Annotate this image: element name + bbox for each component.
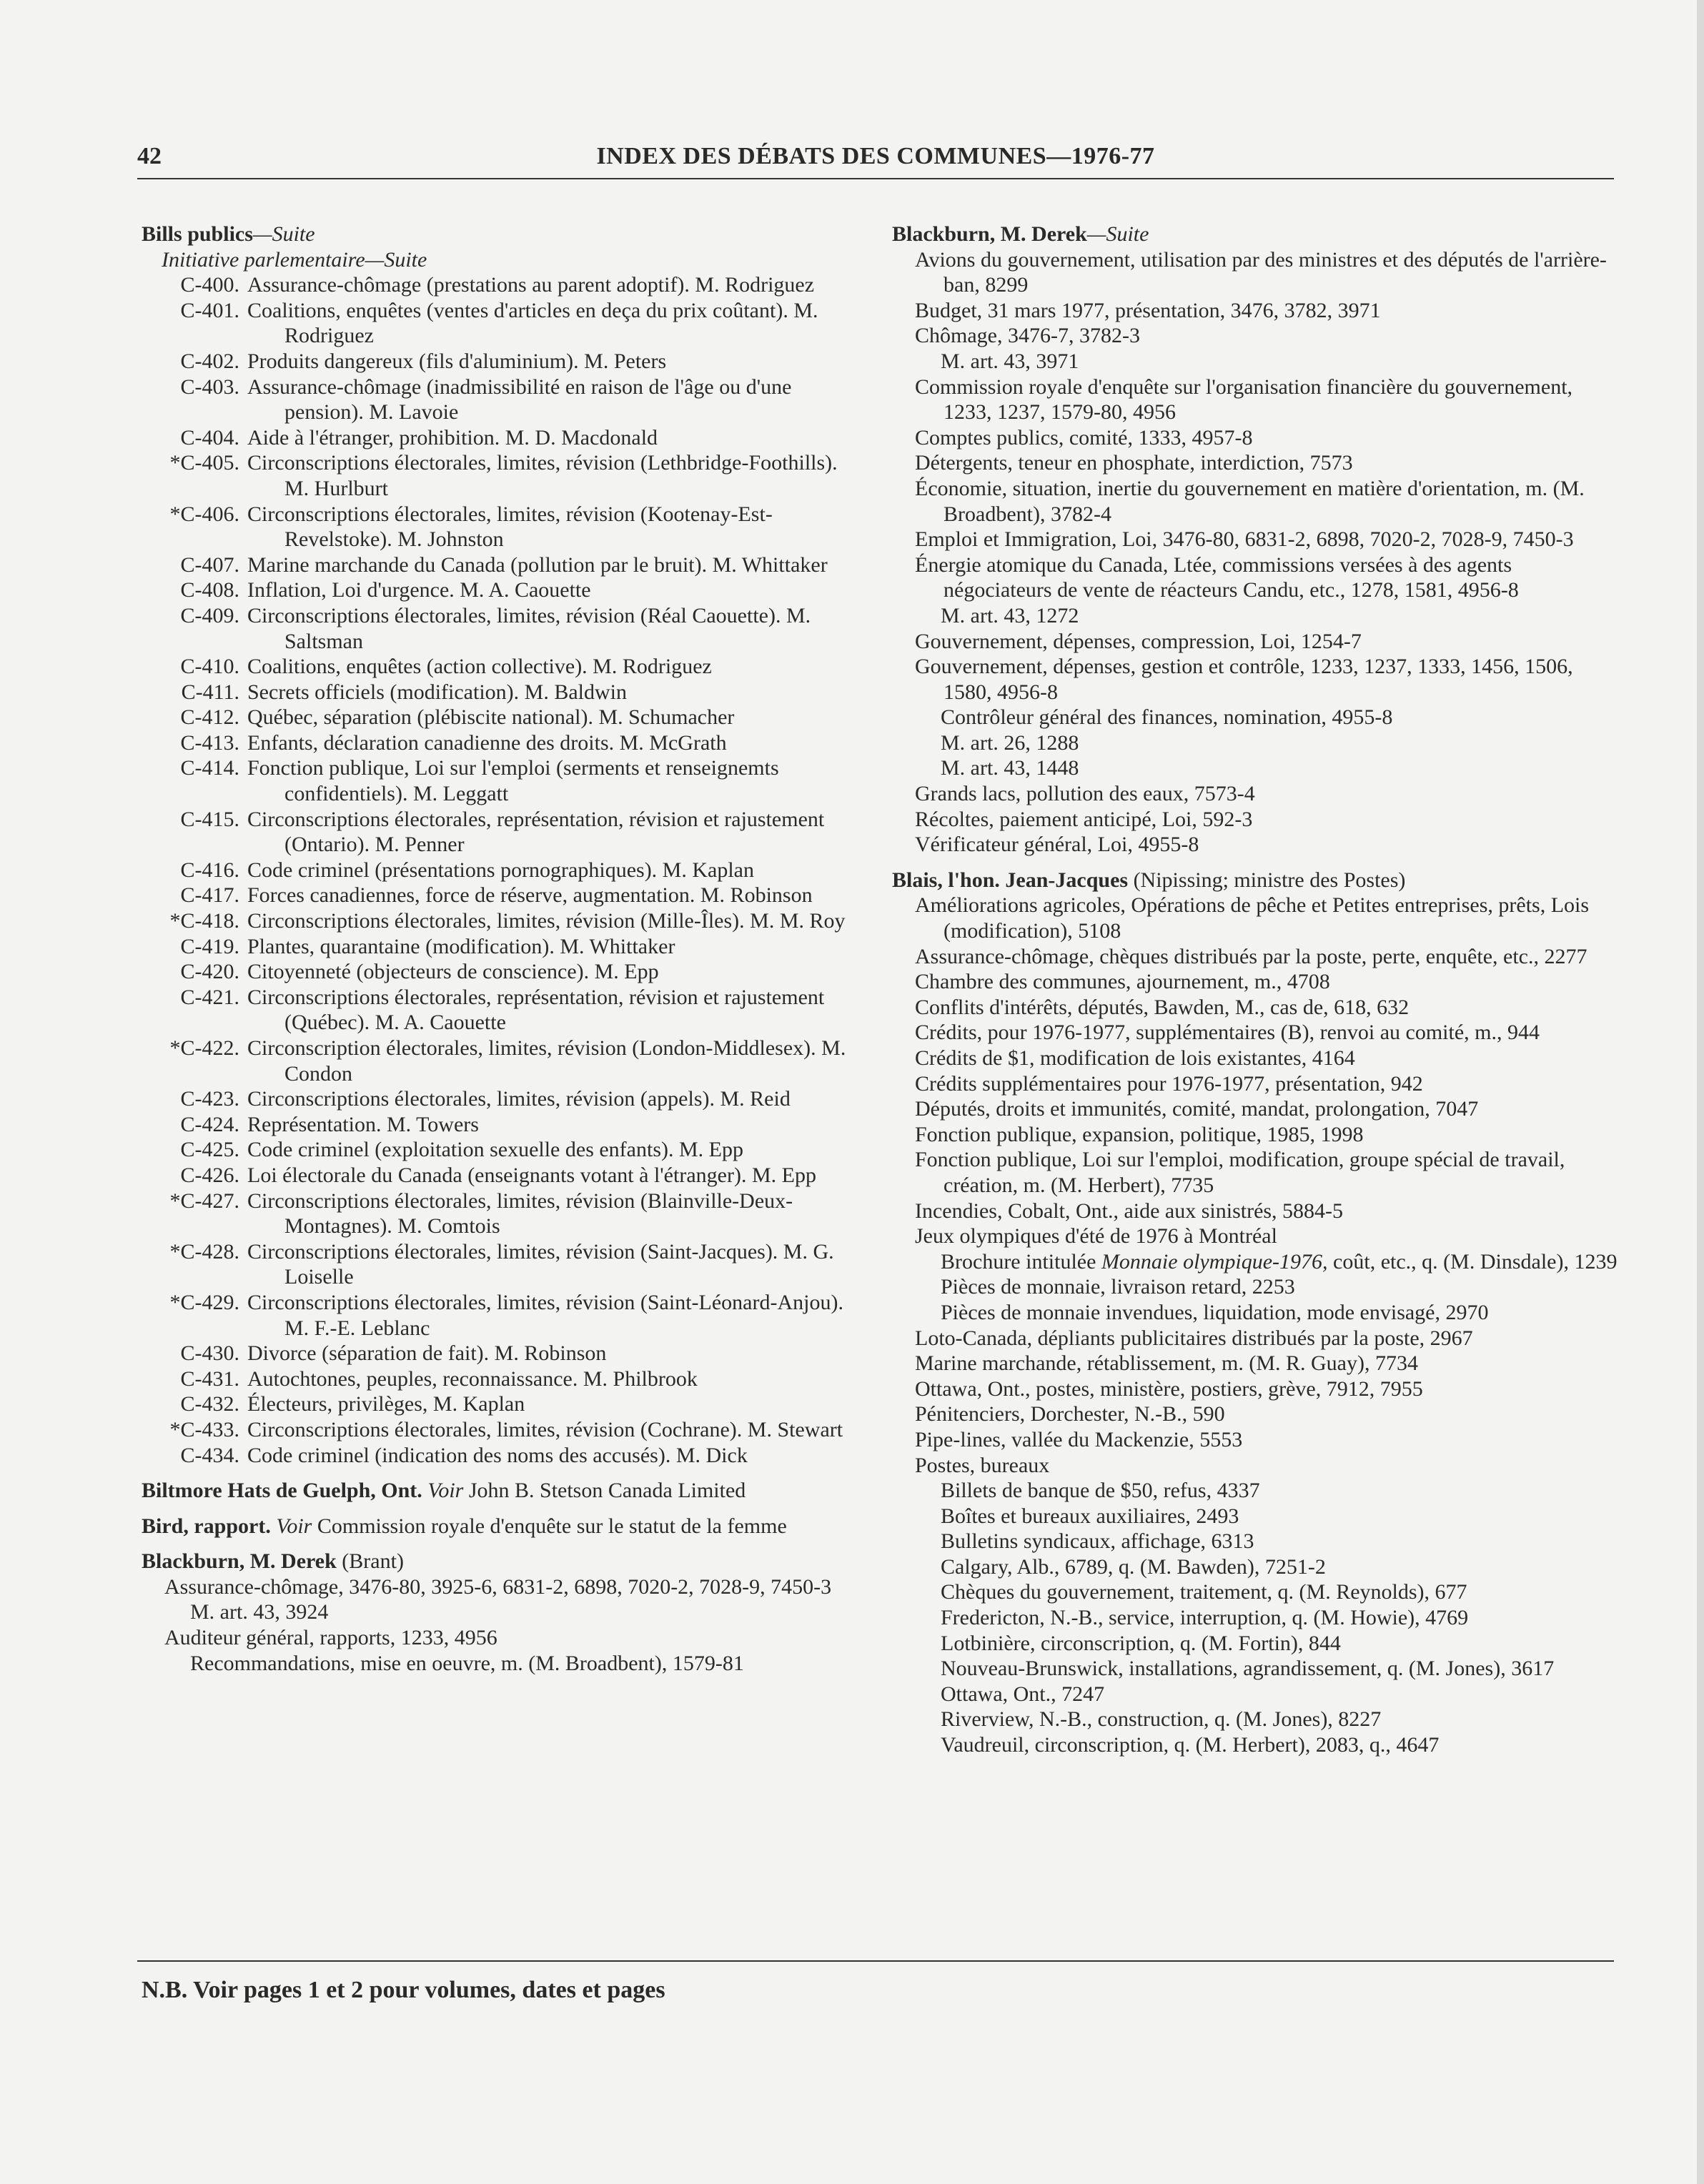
blackburn-continued-section: [892, 222, 1621, 858]
bill-number: C-425.: [180, 1138, 239, 1162]
entry-text: Bulletins syndicaux, affichage, 6313: [941, 1529, 1254, 1554]
page-title: INDEX DES DÉBATS DES COMMUNES—1976-77: [596, 143, 1155, 169]
bill-title: Enfants, déclaration canadienne des droits. M. McGrath: [247, 730, 727, 755]
blackburn-suite: —Suite: [1086, 222, 1149, 246]
bill-number: C-419.: [180, 934, 239, 958]
biltmore-heading: Biltmore Hats de Guelph, Ont.: [142, 1479, 422, 1503]
bill-title: Circonscriptions électorales, limites, révision (Réal Caouette). M. Saltsman: [247, 603, 811, 653]
entry-text: Vérificateur général, Loi, 4955-8: [915, 833, 1199, 857]
entry-text: Brochure intitulée: [941, 1249, 1096, 1274]
bill-entry: [142, 807, 856, 858]
bill-entry: [142, 654, 856, 680]
index-subsubentry: [892, 1504, 1621, 1529]
bills-subheading: Initiative parlementaire—Suite: [162, 247, 427, 272]
index-subentry: [892, 1122, 1621, 1148]
entry-text: Auditeur général, rapports, 1233, 4956: [164, 1626, 497, 1650]
bill-entry: [142, 425, 856, 451]
entry-text: Comptes publics, comité, 1333, 4957-8: [915, 425, 1253, 450]
bills-suite: —Suite: [252, 222, 315, 246]
page-number: 42: [137, 143, 162, 169]
index-subentry: [892, 552, 1621, 603]
bill-entry: [142, 730, 856, 756]
right-column: [892, 222, 1621, 1758]
entry-text: Incendies, Cobalt, Ont., aide aux sinistrés, 5884-5: [915, 1198, 1344, 1223]
index-subsubentry: [892, 1300, 1621, 1326]
bill-entry: [142, 1188, 856, 1239]
index-subentry: [892, 476, 1621, 527]
bill-number: C-415.: [180, 807, 239, 831]
bill-number: C-416.: [180, 858, 239, 882]
index-subsubentry: [892, 349, 1621, 374]
bill-entry: [142, 1239, 856, 1290]
bill-title: Québec, séparation (plébiscite national). M. Schumacher: [247, 705, 735, 730]
bills-heading: Bills publics: [142, 222, 253, 246]
entry-text: Jeux olympiques d'été de 1976 à Montréal: [915, 1224, 1277, 1249]
bill-title: Circonscriptions électorales, représentation, révision et rajustement (Ontario). M. Penner: [247, 807, 825, 857]
bill-entry: [142, 272, 856, 298]
bill-entry: [142, 349, 856, 374]
entry-text: M. art. 26, 1288: [941, 730, 1079, 755]
index-subentry: [892, 1376, 1621, 1402]
entry-text: Conflits d'intérêts, députés, Bawden, M., cas de, 618, 632: [915, 995, 1410, 1019]
bill-title: Inflation, Loi d'urgence. M. A. Caouette: [247, 578, 591, 602]
index-subsubentry: [892, 1249, 1621, 1275]
bill-entry: [142, 374, 856, 425]
entry-text: Pièces de monnaie, livraison retard, 2253: [941, 1275, 1295, 1299]
bill-entry: [142, 1137, 856, 1163]
index-subentry: [892, 450, 1621, 476]
bill-entry: [142, 985, 856, 1036]
bill-number: C-412.: [180, 705, 239, 730]
index-subentry: [892, 247, 1621, 298]
bill-title: Code criminel (indication des noms des accusés). M. Dick: [247, 1443, 748, 1467]
bill-entry: [142, 1086, 856, 1112]
index-subsubentry: [892, 1478, 1621, 1504]
entry-text: Crédits de $1, modification de lois existantes, 4164: [915, 1046, 1355, 1070]
index-subentry: [892, 298, 1621, 324]
bill-number: C-404.: [180, 425, 239, 450]
header-rule: [137, 178, 1614, 179]
bill-entry: [142, 502, 856, 552]
index-subentry: [892, 1351, 1621, 1376]
entry-text: Ottawa, Ont., postes, ministère, postiers, grève, 7912, 7955: [915, 1376, 1423, 1401]
entry-text: Pipe-lines, vallée du Mackenzie, 5553: [915, 1427, 1243, 1451]
bill-title: Électeurs, privilèges, M. Kaplan: [247, 1392, 525, 1416]
biltmore-reference: John B. Stetson Canada Limited: [468, 1479, 746, 1503]
bill-number: *C-429.: [169, 1290, 239, 1314]
bill-title: Coalitions, enquêtes (action collective). M. Rodriguez: [247, 655, 712, 679]
bill-number: C-431.: [180, 1366, 239, 1391]
bill-title: Loi électorale du Canada (enseignants votant à l'étranger). M. Epp: [247, 1163, 816, 1187]
bird-heading: Bird, rapport.: [142, 1514, 271, 1538]
entry-text: Pièces de monnaie invendues, liquidation, mode envisagé, 2970: [941, 1300, 1489, 1324]
entry-text: Contrôleur général des finances, nomination, 4955-8: [941, 705, 1393, 730]
index-subentry: [142, 1574, 856, 1600]
index-subentry: [892, 425, 1621, 451]
entry-text: Budget, 31 mars 1977, présentation, 3476, 3782, 3971: [915, 298, 1381, 322]
bill-title: Circonscriptions électorales, limites, révision (Cochrane). M. Stewart: [247, 1417, 843, 1441]
index-subentry: [892, 629, 1621, 655]
bird-entry: [142, 1514, 856, 1539]
bill-number: *C-433.: [169, 1417, 239, 1441]
bill-title: Circonscriptions électorales, limites, révision (appels). M. Reid: [247, 1087, 791, 1111]
bill-entry: [142, 858, 856, 883]
index-subentry: [892, 1401, 1621, 1427]
entry-text: Lotbinière, circonscription, q. (M. Fortin), 844: [941, 1631, 1341, 1655]
entry-text: M. art. 43, 3924: [190, 1600, 329, 1624]
bill-number: C-424.: [180, 1112, 239, 1136]
index-subsubentry: [892, 1732, 1621, 1758]
entry-text: Fonction publique, expansion, politique, 1985, 1998: [915, 1122, 1364, 1146]
bill-title: Circonscriptions électorales, limites, révision (Mille-Îles). M. M. Roy: [247, 909, 846, 933]
bill-entry: [142, 1163, 856, 1188]
bill-entry: [142, 552, 856, 578]
index-subentry: [892, 1046, 1621, 1071]
entry-text: Pénitenciers, Dorchester, N.-B., 590: [915, 1402, 1225, 1426]
page-edge: [1697, 0, 1704, 2184]
index-subentry: [892, 1020, 1621, 1046]
entry-text: Emploi et Immigration, Loi, 3476-80, 6831-2, 6898, 7020-2, 7028-9, 7450-3: [915, 527, 1574, 552]
bill-title: Circonscriptions électorales, limites, révision (Blainville-Deux-Montagnes). M. Comtois: [247, 1188, 793, 1239]
bill-entry: [142, 934, 856, 960]
bill-entry: [142, 1112, 856, 1138]
index-subsubentry: [892, 755, 1621, 781]
bill-number: C-403.: [180, 374, 239, 399]
entry-text: Recommandations, mise en oeuvre, m. (M. Broadbent), 1579-81: [190, 1651, 744, 1675]
bill-number: C-420.: [180, 960, 239, 984]
bill-number: C-421.: [180, 985, 239, 1009]
entry-italic-title: Monnaie olympique-1976,: [1101, 1249, 1328, 1274]
index-subentry: [892, 323, 1621, 349]
bird-reference: Commission royale d'enquête sur le statut de la femme: [317, 1514, 787, 1538]
bill-title: Représentation. M. Towers: [247, 1112, 479, 1136]
entry-text: Fonction publique, Loi sur l'emploi, modification, groupe spécial de travail, création, m. (M. Herbert), 7735: [915, 1148, 1565, 1197]
bill-number: C-401.: [180, 298, 239, 322]
bill-number: *C-406.: [169, 502, 239, 526]
index-subsubentry: [892, 603, 1621, 629]
bill-title: Coalitions, enquêtes (ventes d'articles en deça du prix coûtant). M. Rodriguez: [247, 298, 818, 348]
bill-number: C-410.: [180, 655, 239, 679]
bill-number: C-402.: [180, 349, 239, 373]
index-subentry: [892, 1223, 1621, 1249]
bill-number: C-434.: [180, 1443, 239, 1467]
page-header: [137, 143, 1614, 179]
entry-text: Énergie atomique du Canada, Ltée, commissions versées à des agents négociateurs de vente de réacteurs Candu, etc., 1278, 1581, 4956-8: [915, 552, 1519, 602]
index-subentry: [892, 995, 1621, 1021]
index-subentry: [892, 1147, 1621, 1198]
bill-entry: [142, 908, 856, 934]
bill-entry: [142, 1290, 856, 1341]
bill-title: Circonscriptions électorales, limites, révision (Lethbridge-Foothills). M. Hurlburt: [247, 451, 838, 500]
bill-number: *C-418.: [169, 909, 239, 933]
bill-number: C-409.: [180, 603, 239, 627]
entry-text: Crédits supplémentaires pour 1976-1977, présentation, 942: [915, 1071, 1423, 1096]
left-column: [142, 222, 856, 1676]
index-subentry: [892, 832, 1621, 858]
entry-text: Riverview, N.-B., construction, q. (M. Jones), 8227: [941, 1707, 1382, 1732]
entry-text: Économie, situation, inertie du gouvernement en matière d'orientation, m. (M. Broadbent), 3782-4: [915, 476, 1585, 526]
bill-number: C-432.: [180, 1392, 239, 1416]
entry-text: Grands lacs, pollution des eaux, 7573-4: [915, 782, 1255, 806]
entry-text: Chèques du gouvernement, traitement, q. (M. Reynolds), 677: [941, 1580, 1467, 1604]
entry-text: Boîtes et bureaux auxiliaires, 2493: [941, 1504, 1239, 1528]
index-subsubentry: [892, 1579, 1621, 1605]
blackburn-heading: Blackburn, M. Derek: [142, 1549, 337, 1574]
index-subentry: [142, 1625, 856, 1651]
entry-text: Fredericton, N.-B., service, interruption, q. (M. Howie), 4769: [941, 1606, 1469, 1630]
bill-entry: [142, 1341, 856, 1366]
index-subsubentry: [892, 1656, 1621, 1682]
bill-title: Circonscriptions électorales, limites, révision (Saint-Jacques). M. G. Loiselle: [247, 1239, 834, 1289]
bill-entry: [142, 603, 856, 654]
entry-text: Billets de banque de $50, refus, 4337: [941, 1479, 1260, 1503]
bill-entry: [142, 1443, 856, 1469]
index-subsubentry: [892, 1707, 1621, 1732]
biltmore-entry: [142, 1478, 856, 1504]
entry-text: Assurance-chômage, chèques distribués par la poste, perte, enquête, etc., 2277: [915, 944, 1587, 968]
bill-entry: [142, 450, 856, 501]
index-subsubentry: [892, 705, 1621, 730]
entry-text: Calgary, Alb., 6789, q. (M. Bawden), 7251-2: [941, 1554, 1326, 1579]
bill-entry: [142, 1417, 856, 1443]
index-subsubentry: [892, 730, 1621, 756]
bill-title: Autochtones, peuples, reconnaissance. M. Philbrook: [247, 1366, 698, 1391]
index-subsubentry: [892, 1682, 1621, 1707]
footer-note: N.B. Voir pages 1 et 2 pour volumes, dates et pages: [142, 1977, 665, 2003]
entry-text: Postes, bureaux: [915, 1453, 1050, 1477]
bills-section: [142, 222, 856, 1468]
entry-text: M. art. 43, 3971: [941, 349, 1079, 373]
bill-entry: [142, 1366, 856, 1392]
index-subsubentry: [142, 1599, 856, 1625]
entry-text: Améliorations agricoles, Opérations de pêche et Petites entreprises, prêts, Lois (modification), 5108: [915, 893, 1590, 943]
index-subsubentry: [892, 1274, 1621, 1300]
entry-text: Chambre des communes, ajournement, m., 4708: [915, 970, 1330, 994]
bill-number: C-430.: [180, 1341, 239, 1366]
bill-title: Plantes, quarantaine (modification). M. Whittaker: [247, 934, 675, 958]
entry-text: Crédits, pour 1976-1977, supplémentaires (B), renvoi au comité, m., 944: [915, 1021, 1540, 1045]
blackburn-continued-entries: [892, 247, 1621, 858]
entry-text: Récoltes, paiement anticipé, Loi, 592-3: [915, 807, 1253, 831]
blackburn-section: [142, 1549, 856, 1676]
bill-number: *C-427.: [169, 1188, 239, 1213]
bills-list: [142, 272, 856, 1468]
entry-text: M. art. 43, 1448: [941, 756, 1079, 780]
blais-entries: [892, 893, 1621, 1757]
bill-title: Code criminel (exploitation sexuelle des enfants). M. Epp: [247, 1138, 743, 1162]
entry-text: Gouvernement, dépenses, gestion et contrôle, 1233, 1237, 1333, 1456, 1506, 1580, 4956-8: [915, 655, 1573, 704]
entry-text: Nouveau-Brunswick, installations, agrandissement, q. (M. Jones), 3617: [941, 1657, 1555, 1681]
entry-text: Loto-Canada, dépliants publicitaires distribués par la poste, 2967: [915, 1326, 1473, 1350]
bill-entry: [142, 705, 856, 730]
bill-title: Circonscriptions électorales, limites, révision (Saint-Léonard-Anjou). M. F.-E. Leblanc: [247, 1290, 843, 1340]
bill-number: C-411.: [181, 680, 239, 704]
bill-number: *C-405.: [169, 451, 239, 475]
index-subentry: [892, 654, 1621, 705]
bill-title: Marine marchande du Canada (pollution par le bruit). M. Whittaker: [247, 552, 828, 577]
bill-title: Circonscription électorales, limites, révision (London-Middlesex). M. Condon: [247, 1036, 846, 1086]
voir-label: Voir: [276, 1514, 312, 1538]
entry-text: Députés, droits et immunités, comité, mandat, prolongation, 7047: [915, 1097, 1479, 1121]
footer-rule: [137, 1960, 1614, 1962]
index-subentry: [892, 781, 1621, 807]
bill-number: C-417.: [180, 883, 239, 908]
entry-text: Avions du gouvernement, utilisation par des ministres et des députés de l'arrière-ban, 8299: [915, 247, 1607, 297]
bill-title: Aide à l'étranger, prohibition. M. D. Macdonald: [247, 425, 658, 450]
bill-title: Assurance-chômage (inadmissibilité en raison de l'âge ou d'une pension). M. Lavoie: [247, 374, 792, 425]
bill-entry: [142, 577, 856, 603]
entry-text: Commission royale d'enquête sur l'organisation financière du gouvernement, 1233, 1237, 1579-80, 4956: [915, 374, 1573, 425]
entry-text: Ottawa, Ont., 7247: [941, 1682, 1105, 1706]
bill-entry: [142, 883, 856, 908]
entry-text: Marine marchande, rétablissement, m. (M. R. Guay), 7734: [915, 1351, 1418, 1376]
index-subentry: [892, 1198, 1621, 1224]
index-subentry: [892, 807, 1621, 833]
bill-number: C-408.: [180, 578, 239, 602]
index-subsubentry: [892, 1529, 1621, 1554]
bill-title: Forces canadiennes, force de réserve, augmentation. M. Robinson: [247, 883, 813, 908]
index-subentry: [892, 1326, 1621, 1351]
index-subentry: [892, 1427, 1621, 1453]
entry-text: M. art. 43, 1272: [941, 603, 1079, 627]
index-subentry: [892, 1096, 1621, 1122]
index-subsubentry: [892, 1605, 1621, 1631]
bill-title: Circonscriptions électorales, représentation, révision et rajustement (Québec). M. A. Caouette: [247, 985, 825, 1035]
entry-text: Vaudreuil, circonscription, q. (M. Herbert), 2083, q., 4647: [941, 1733, 1440, 1757]
index-subsubentry: [892, 1554, 1621, 1580]
blais-heading: Blais, l'hon. Jean-Jacques: [892, 868, 1129, 892]
bill-entry: [142, 1036, 856, 1086]
bill-number: C-407.: [180, 552, 239, 577]
bill-number: C-413.: [180, 730, 239, 755]
bill-number: C-400.: [180, 273, 239, 297]
entry-text: Chômage, 3476-7, 3782-3: [915, 324, 1140, 348]
bill-title: Produits dangereux (fils d'aluminium). M. Peters: [247, 349, 667, 373]
index-subentry: [892, 893, 1621, 943]
bill-entry: [142, 755, 856, 806]
bill-title: Divorce (séparation de fait). M. Robinson: [247, 1341, 607, 1366]
blais-section: [892, 868, 1621, 1758]
bill-title: Fonction publique, Loi sur l'emploi (serments et renseignemts confidentiels). M. Leggatt: [247, 756, 779, 806]
blais-description: (Nipissing; ministre des Postes): [1133, 868, 1406, 892]
entry-text-continued: coût, etc., q. (M. Dinsdale), 1239: [1333, 1249, 1618, 1274]
entry-text: Gouvernement, dépenses, compression, Loi, 1254-7: [915, 629, 1362, 653]
bill-number: C-414.: [180, 756, 239, 780]
bill-entry: [142, 959, 856, 985]
entry-text: Assurance-chômage, 3476-80, 3925-6, 6831-2, 6898, 7020-2, 7028-9, 7450-3: [164, 1574, 832, 1599]
index-subentry: [892, 944, 1621, 970]
bill-number: C-423.: [180, 1087, 239, 1111]
bill-title: Citoyenneté (objecteurs de conscience). M. Epp: [247, 960, 659, 984]
blackburn-continued-heading: Blackburn, M. Derek: [892, 222, 1087, 246]
bill-entry: [142, 298, 856, 349]
bill-entry: [142, 680, 856, 705]
index-subentry: [892, 374, 1621, 425]
blackburn-entries: [142, 1574, 856, 1676]
bill-entry: [142, 1391, 856, 1417]
bill-title: Code criminel (présentations pornographiques). M. Kaplan: [247, 858, 754, 882]
index-subentry: [892, 1071, 1621, 1097]
bill-number: *C-428.: [169, 1239, 239, 1264]
index-subentry: [892, 969, 1621, 995]
index-subentry: [892, 1453, 1621, 1479]
entry-text: Détergents, teneur en phosphate, interdiction, 7573: [915, 451, 1353, 475]
index-subsubentry: [142, 1651, 856, 1677]
index-subentry: [892, 527, 1621, 552]
bill-title: Secrets officiels (modification). M. Baldwin: [247, 680, 627, 704]
blackburn-riding: (Brant): [342, 1549, 404, 1574]
bill-title: Circonscriptions électorales, limites, révision (Kootenay-Est-Revelstoke). M. Johnston: [247, 502, 773, 552]
bill-number: C-426.: [180, 1163, 239, 1187]
bill-number: *C-422.: [169, 1036, 239, 1060]
bill-title: Assurance-chômage (prestations au parent adoptif). M. Rodriguez: [247, 273, 815, 297]
index-subsubentry: [892, 1631, 1621, 1657]
voir-label: Voir: [427, 1479, 464, 1503]
